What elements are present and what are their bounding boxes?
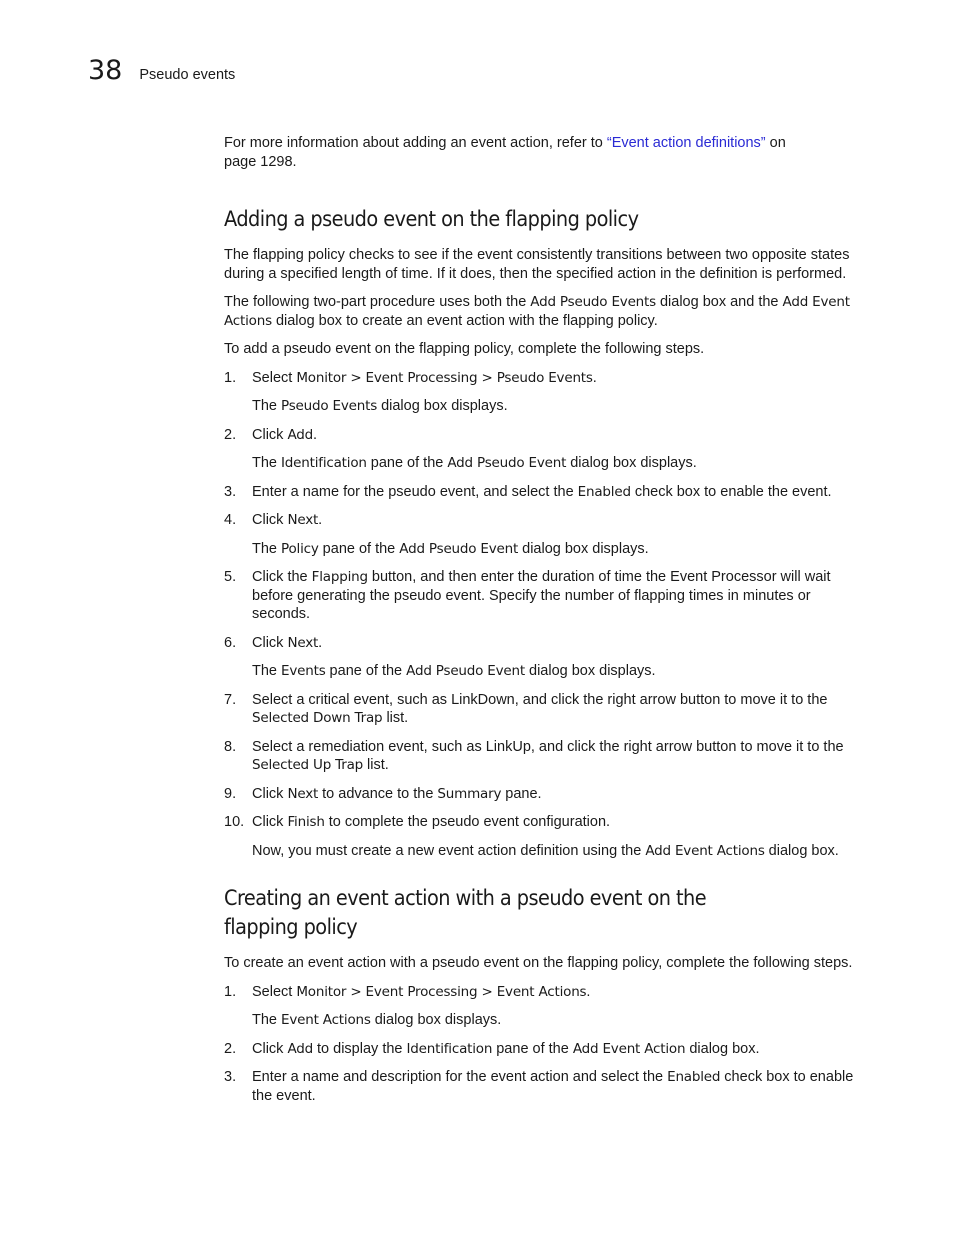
- intro-paragraph: For more information about adding an event action, refer to “Event action definitions” on page 1298.: [224, 135, 786, 170]
- step-2: 2. Click Add.: [224, 426, 318, 443]
- page-header: [88, 55, 235, 91]
- flapping-policy-description: The flapping policy checks to see if the event consistently transitions between two opposite states during a specified length of time. If it does, then the specified action in the definition is performed.: [224, 247, 850, 282]
- section2-steps-intro: To create an event action with a pseudo event on the flapping policy, complete the following steps.: [224, 955, 853, 971]
- page-content: [224, 134, 874, 1105]
- steps-intro: To add a pseudo event on the flapping policy, complete the following steps.: [224, 341, 705, 357]
- step-4-result: The Policy pane of the Add Pseudo Event dialog box displays.: [252, 540, 649, 557]
- step-1: 1. Select Monitor > Event Processing > Pseudo Events.: [224, 369, 597, 386]
- section2-step-2: 2. Click Add to display the Identification pane of the Add Event Action dialog box.: [224, 1040, 760, 1057]
- step-3: 3. Enter a name for the pseudo event, and select the Enabled check box to enable the event.: [224, 483, 832, 500]
- step-1-result: The Pseudo Events dialog box displays.: [252, 398, 508, 414]
- step-10: 10. Click Finish to complete the pseudo event configuration.: [224, 814, 611, 830]
- step-7: 7. Select a critical event, such as LinkDown, and click the right arrow button to move it to the Selected Down Trap list.: [224, 691, 828, 726]
- step-4: 4. Click Next.: [224, 512, 323, 528]
- step-6-result: The Events pane of the Add Pseudo Event dialog box displays.: [252, 663, 656, 679]
- step-10-result: Now, you must create a new event action definition using the Add Event Actions dialog box.: [252, 842, 839, 859]
- section-heading-adding-pseudo-event: Adding a pseudo event on the flapping policy: [224, 207, 639, 231]
- step-8: 8. Select a remediation event, such as LinkUp, and click the right arrow button to move it to the Selected Up Trap list.: [224, 738, 844, 773]
- step-5: 5. Click the Flapping button, and then enter the duration of time the Event Processor will wait before generating the pseudo event. Specify the number of flapping times in minutes or seconds.: [224, 569, 831, 622]
- chapter-number: 38: [88, 55, 123, 86]
- chapter-title: Pseudo events: [139, 67, 236, 83]
- step-6: 6. Click Next.: [224, 634, 323, 651]
- section2-step-1-result: The Event Actions dialog box displays.: [252, 1012, 502, 1028]
- section2-step-3: 3. Enter a name and description for the event action and select the Enabled check box to enable the event.: [224, 1069, 854, 1104]
- section2-step-1: 1. Select Monitor > Event Processing > Event Actions.: [224, 983, 591, 1000]
- procedure-overview: The following two-part procedure uses both the Add Pseudo Events dialog box and the Add Event Actions dialog box to create an event action with the flapping policy.: [224, 294, 850, 329]
- section-heading-creating-event-action: Creating an event action with a pseudo event on the flapping policy: [224, 886, 707, 939]
- event-action-definitions-link[interactable]: “Event action definitions”: [606, 135, 766, 151]
- step-2-result: The Identification pane of the Add Pseudo Event dialog box displays.: [252, 455, 697, 471]
- step-9: 9. Click Next to advance to the Summary pane.: [224, 785, 542, 802]
